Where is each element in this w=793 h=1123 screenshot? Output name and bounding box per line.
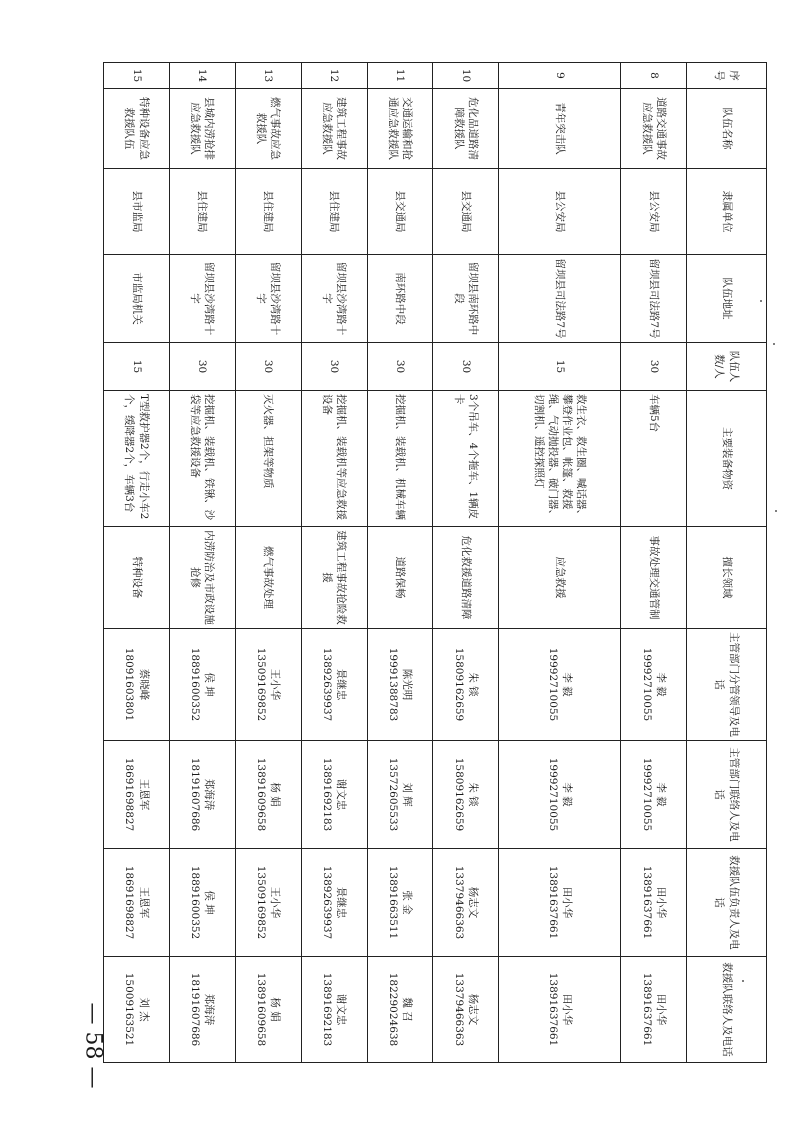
cell-equipment: 车辆5台 [621,391,687,527]
cell-leader-name: 侯 坤 [203,672,216,697]
cell-seq: 12 [301,63,367,89]
cell-captain-phone: 18891600352 [189,865,202,940]
cell-team-name: 特种设备应急救援队伍 [104,89,170,169]
header-field: 擅长领域 [687,527,767,629]
cell-captain-name: 田小华 [560,886,573,919]
cell-address: 留坝县南环路中段 [433,255,499,343]
cell-leader [235,629,301,741]
cell-seq: 10 [433,63,499,89]
table-row [301,63,367,1063]
table-row [499,63,621,1063]
cell-captain-name: 王小华 [269,886,282,919]
cell-captain [367,849,433,957]
cell-leader [301,629,367,741]
cell-contact-name: 郑海涛 [203,778,216,811]
cell-field: 危化救援道路清障 [433,527,499,629]
header-leader: 主管部门分管领导及电话 [687,629,767,741]
header-address: 队伍地址 [687,255,767,343]
cell-unit: 县交通局 [433,169,499,255]
cell-liaison-name: 郑海涛 [203,993,216,1026]
cell-captain-phone: 13891637661 [640,865,653,940]
cell-unit: 县公安局 [499,169,621,255]
cell-liaison-name: 杨志文 [467,993,479,1026]
cell-seq: 8 [621,63,687,89]
cell-team-name: 道路交通事故应急救援队 [621,89,687,169]
cell-team-name: 青年突击队 [499,89,621,169]
cell-liaison [104,957,170,1063]
cell-captain [301,849,367,957]
cell-contact-name: 杨 娟 [269,782,282,807]
cell-equipment: 挖掘机、装载机等应急救援设备 [301,391,367,527]
cell-contact-phone: 15809162659 [452,757,465,832]
cell-contact-phone: 18191607686 [189,757,202,832]
cell-contact [301,741,367,849]
cell-contact-phone: 13891609658 [255,757,268,832]
header-liaison: 救援队联络人及电话 [687,957,767,1063]
cell-field: 燃气事故处理 [235,527,301,629]
cell-captain-phone: 13891637661 [546,865,559,940]
cell-leader [367,629,433,741]
cell-contact-phone: 19992710055 [640,757,653,832]
cell-unit: 县住建局 [169,169,235,255]
cell-leader-name: 朱 锬 [467,672,479,697]
cell-leader-phone: 15809162659 [452,647,465,722]
header-captain: 救援队伍负责人及电话 [687,849,767,957]
cell-liaison [235,957,301,1063]
cell-equipment: T型救护器2个，行走小车2个，缓降器2个，车辆3台 [104,391,170,527]
cell-leader-phone: 19992710055 [640,647,653,722]
cell-contact [367,741,433,849]
cell-liaison-phone: 18229024638 [386,972,399,1047]
cell-liaison [621,957,687,1063]
cell-captain [621,849,687,957]
cell-leader-name: 李 毅 [560,672,573,697]
cell-contact [433,741,499,849]
cell-captain [499,849,621,957]
cell-liaison-name: 杨 娟 [269,997,282,1022]
table-row [367,63,433,1063]
scan-speck [773,343,775,345]
cell-count: 30 [235,343,301,391]
cell-liaison-name: 谢文忠 [335,993,348,1026]
cell-address: 留坝县沙湾路十字 [169,255,235,343]
cell-unit: 县住建局 [235,169,301,255]
cell-team-name: 交通运输和抢通应急救援队 [367,89,433,169]
cell-unit: 县市监局 [104,169,170,255]
cell-unit: 县住建局 [301,169,367,255]
cell-captain-phone: 18691698827 [123,865,136,940]
cell-leader-name: 景继忠 [335,668,348,701]
cell-address: 南环路中段 [367,255,433,343]
cell-liaison-name: 魏 召 [401,997,414,1022]
cell-count: 30 [367,343,433,391]
header-seq: 序号 [687,63,767,89]
cell-contact-name: 李 毅 [654,782,667,807]
cell-leader-phone: 13892639937 [321,647,334,722]
cell-count: 30 [433,343,499,391]
cell-contact-name: 李 毅 [560,782,573,807]
table-row [621,63,687,1063]
table-row [104,63,170,1063]
cell-leader-phone: 18891600352 [189,647,202,722]
cell-equipment: 3个吊车、4个拖车、1辆皮卡 [433,391,499,527]
cell-seq: 9 [499,63,621,89]
cell-contact [235,741,301,849]
cell-team-name: 县城内涝抢排应急救援队 [169,89,235,169]
cell-seq: 14 [169,63,235,89]
cell-equipment: 挖掘机、装载机、铁锹、沙袋等应急救援设备 [169,391,235,527]
rotated-table-container [103,62,767,1062]
cell-contact-name: 刘 辉 [401,782,414,807]
cell-liaison-phone: 13379466363 [452,972,465,1047]
cell-field: 内涝防治及市政设施抢修 [169,527,235,629]
cell-leader-phone: 19991388783 [386,647,399,722]
cell-liaison-phone: 13891637661 [640,972,653,1047]
cell-contact-name: 朱 锬 [467,782,479,807]
cell-seq: 13 [235,63,301,89]
cell-leader [499,629,621,741]
page-number [73,1002,113,1088]
scan-speck [742,980,744,982]
cell-seq: 11 [367,63,433,89]
cell-liaison [367,957,433,1063]
cell-liaison-name: 田小华 [560,993,573,1026]
cell-unit: 县公安局 [621,169,687,255]
cell-equipment: 挖掘机、装载机、机械车辆 [367,391,433,527]
cell-captain-name: 侯 坤 [203,890,216,915]
cell-liaison-name: 刘 杰 [137,997,150,1022]
cell-field: 建筑工程事故抢险救援 [301,527,367,629]
header-contact: 主管部门联络人及电话 [687,741,767,849]
cell-leader-phone: 13509169852 [255,647,268,722]
cell-contact-name: 谢文忠 [335,778,348,811]
cell-count: 15 [104,343,170,391]
cell-count: 30 [169,343,235,391]
cell-liaison-name: 田小华 [654,993,667,1026]
cell-captain-phone: 13891663511 [386,865,399,940]
cell-captain-name: 王恩军 [137,886,150,919]
scan-speck [760,300,762,302]
cell-contact [499,741,621,849]
cell-contact-phone: 13891692183 [321,757,334,832]
header-unit: 隶属单位 [687,169,767,255]
cell-liaison [169,957,235,1063]
page-number-text: — 58 — [80,1002,106,1088]
scan-speck [775,510,777,512]
cell-field: 事故处理交通管制 [621,527,687,629]
cell-leader [621,629,687,741]
cell-captain-name: 杨志文 [467,886,479,919]
cell-contact-phone: 19992710055 [546,757,559,832]
cell-liaison-phone: 13891692183 [321,972,334,1047]
cell-unit: 县交通局 [367,169,433,255]
cell-address: 留坝县沙湾路十字 [301,255,367,343]
cell-leader [104,629,170,741]
cell-contact [169,741,235,849]
cell-liaison-phone: 15009163521 [123,972,136,1047]
table-header-row [687,63,767,1063]
header-equipment: 主要装备物资 [687,391,767,527]
cell-liaison-phone: 13891637661 [546,972,559,1047]
cell-address: 市监局机关 [104,255,170,343]
cell-team-name: 建筑工程事故应急救援队 [301,89,367,169]
cell-leader [169,629,235,741]
table-row [433,63,499,1063]
cell-captain-name: 田小华 [654,886,667,919]
rescue-team-table [103,62,767,1063]
cell-liaison [433,957,499,1063]
cell-count: 30 [621,343,687,391]
cell-team-name: 燃气事故应急救援队 [235,89,301,169]
cell-captain [235,849,301,957]
cell-leader-name: 蔡晓峰 [137,668,150,701]
cell-seq: 15 [104,63,170,89]
cell-captain [433,849,499,957]
cell-leader-phone: 19992710055 [546,647,559,722]
cell-captain-phone: 13892639937 [321,865,334,940]
cell-field: 道路保畅 [367,527,433,629]
cell-leader-name: 王小华 [269,668,282,701]
cell-leader-phone: 18091603801 [123,647,136,722]
cell-field: 特种设备 [104,527,170,629]
cell-captain-phone: 13509169852 [255,865,268,940]
cell-address: 留坝县司法路7号 [621,255,687,343]
cell-contact [104,741,170,849]
cell-field: 应急救援 [499,527,621,629]
cell-leader [433,629,499,741]
cell-leader-name: 李 毅 [654,672,667,697]
cell-equipment: 灭火器、担架等物质 [235,391,301,527]
cell-contact-phone: 18691698827 [123,757,136,832]
cell-captain-name: 张 金 [401,890,414,915]
cell-count: 30 [301,343,367,391]
cell-address: 留坝县司法路7号 [499,255,621,343]
cell-contact [621,741,687,849]
cell-address: 留坝县沙湾路十字 [235,255,301,343]
table-row [235,63,301,1063]
cell-captain-phone: 13379466363 [452,865,465,940]
header-name: 队伍名称 [687,89,767,169]
cell-equipment: 救生衣、救生圈、喊话器、攀登作业包、帐篷、救援绳、气动抛投器、破门器、切割机、遥控探照灯 [499,391,621,527]
table-body [104,63,687,1063]
cell-liaison-phone: 18191607686 [189,972,202,1047]
table-row [169,63,235,1063]
cell-count: 15 [499,343,621,391]
cell-team-name: 危化品道路清障救援队 [433,89,499,169]
cell-captain-name: 景继忠 [335,886,348,919]
cell-contact-name: 王恩军 [137,778,150,811]
cell-liaison-phone: 13891609658 [255,972,268,1047]
cell-captain [104,849,170,957]
cell-captain [169,849,235,957]
cell-contact-phone: 13572605533 [386,757,399,832]
cell-liaison [499,957,621,1063]
cell-liaison [301,957,367,1063]
header-count: 队伍人数/人 [687,343,767,391]
cell-leader-name: 陈光明 [401,668,414,701]
